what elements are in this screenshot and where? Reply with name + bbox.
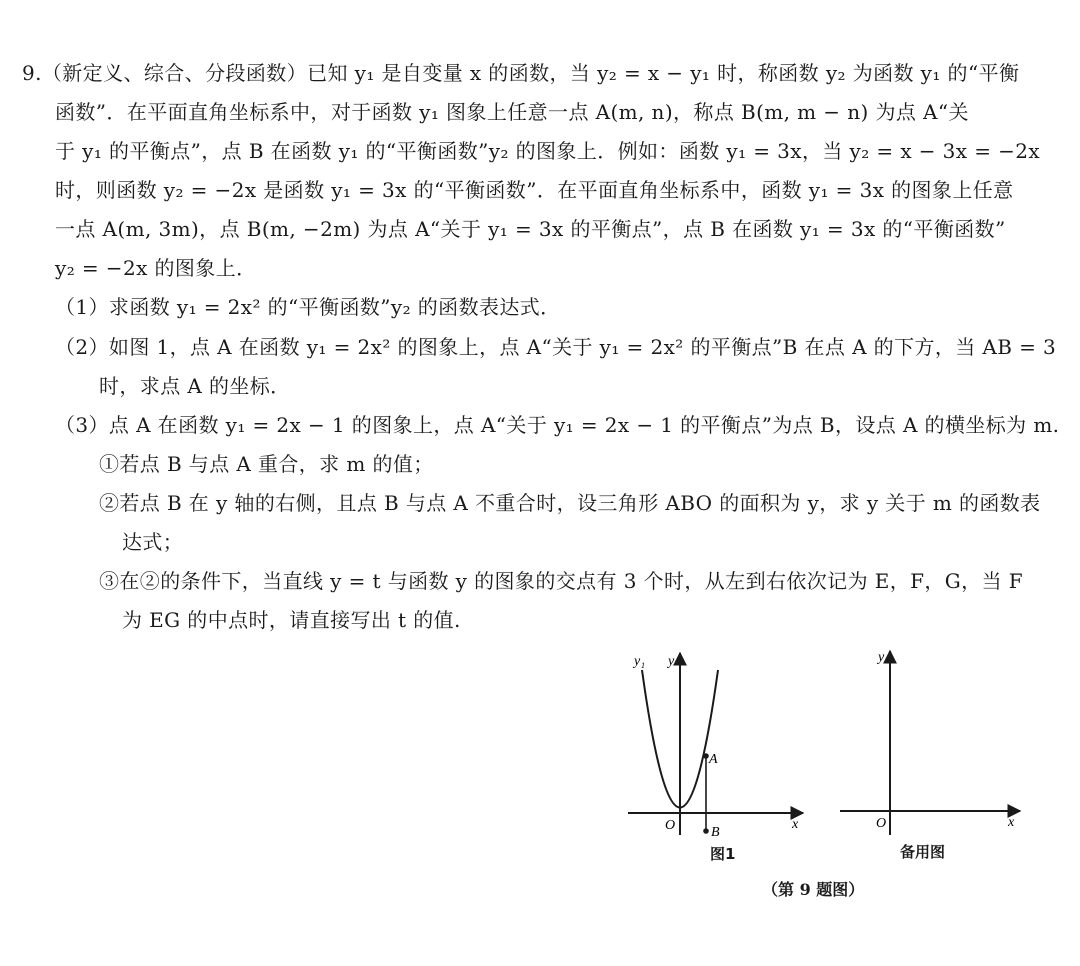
figure-2-caption: 备用图 bbox=[900, 843, 946, 861]
figure-caption: （第 9 题图） bbox=[762, 880, 865, 899]
problem-line-4: 时，则函数 y₂ = −2x 是函数 y₁ = 3x 的“平衡函数”．在平面直角坐标系中，函数 y₁ = 3x 的图象上任意 bbox=[55, 178, 1014, 202]
question-3-part-3-line-2: 为 EG 的中点时，请直接写出 t 的值. bbox=[122, 608, 461, 632]
problem-line-5: 一点 A(m, 3m)，点 B(m, −2m) 为点 A“关于 y₁ = 3x 的平衡点”，点 B 在函数 y₁ = 3x 的“平衡函数” bbox=[55, 217, 1006, 241]
question-2-line-1: （2）如图 1，点 A 在函数 y₁ = 2x² 的图象上，点 A“关于 y₁ = 2x² 的平衡点”B 在点 A 的下方，当 AB = 3 bbox=[55, 335, 1057, 359]
figure-2-graph bbox=[830, 645, 1025, 845]
figure-1-point-a bbox=[703, 753, 709, 759]
question-3: （3）点 A 在函数 y₁ = 2x − 1 的图象上，点 A“关于 y₁ = 2x − 1 的平衡点”为点 B，设点 A 的横坐标为 m. bbox=[55, 413, 1060, 437]
figure-1-caption: 图1 bbox=[710, 845, 736, 863]
problem-line-6: y₂ = −2x 的图象上． bbox=[55, 256, 257, 280]
figure-1-point-b bbox=[703, 828, 709, 834]
figure-1-x-label: x bbox=[792, 817, 799, 832]
figure-1-origin-label: O bbox=[665, 818, 676, 833]
problem-line-2: 函数”．在平面直角坐标系中，对于函数 y₁ 图象上任意一点 A(m, n)，称点 B(m, m − n) 为点 A“关 bbox=[55, 100, 969, 124]
figure-1-y-label: y bbox=[668, 654, 675, 669]
problem-line-3: 于 y₁ 的平衡点”，点 B 在函数 y₁ 的“平衡函数”y₂ 的图象上．例如：函数 y₁ = 3x，当 y₂ = x − 3x = −2x bbox=[55, 139, 1041, 163]
figure-2-origin-label: O bbox=[876, 816, 887, 831]
question-3-part-2-line-2: 达式； bbox=[122, 530, 184, 554]
figure-1-a-label: A bbox=[709, 752, 718, 767]
figure-2-y-label: y bbox=[878, 650, 885, 665]
question-1: （1）求函数 y₁ = 2x² 的“平衡函数”y₂ 的函数表达式． bbox=[55, 295, 561, 319]
figure-1-b-label: B bbox=[711, 825, 720, 840]
question-3-part-2-line-1: ②若点 B 在 y 轴的右侧，且点 B 与点 A 不重合时，设三角形 ABO 的面积为 y，求 y 关于 m 的函数表 bbox=[99, 491, 1041, 515]
figure-2-x-label: x bbox=[1008, 815, 1015, 830]
problem-line-1: 9.（新定义、综合、分段函数）已知 y₁ 是自变量 x 的函数，当 y₂ = x − y₁ 时，称函数 y₂ 为函数 y₁ 的“平衡 bbox=[22, 61, 1020, 85]
question-2-line-2: 时，求点 A 的坐标． bbox=[99, 374, 291, 398]
figure-1-curve-label: y₁ bbox=[634, 654, 646, 669]
question-3-part-1: ①若点 B 与点 A 重合，求 m 的值； bbox=[99, 452, 434, 476]
figure-1-graph bbox=[620, 645, 810, 845]
question-3-part-3-line-1: ③在②的条件下，当直线 y = t 与函数 y 的图象的交点有 3 个时，从左到右依次记为 E，F，G，当 F bbox=[99, 569, 1024, 593]
